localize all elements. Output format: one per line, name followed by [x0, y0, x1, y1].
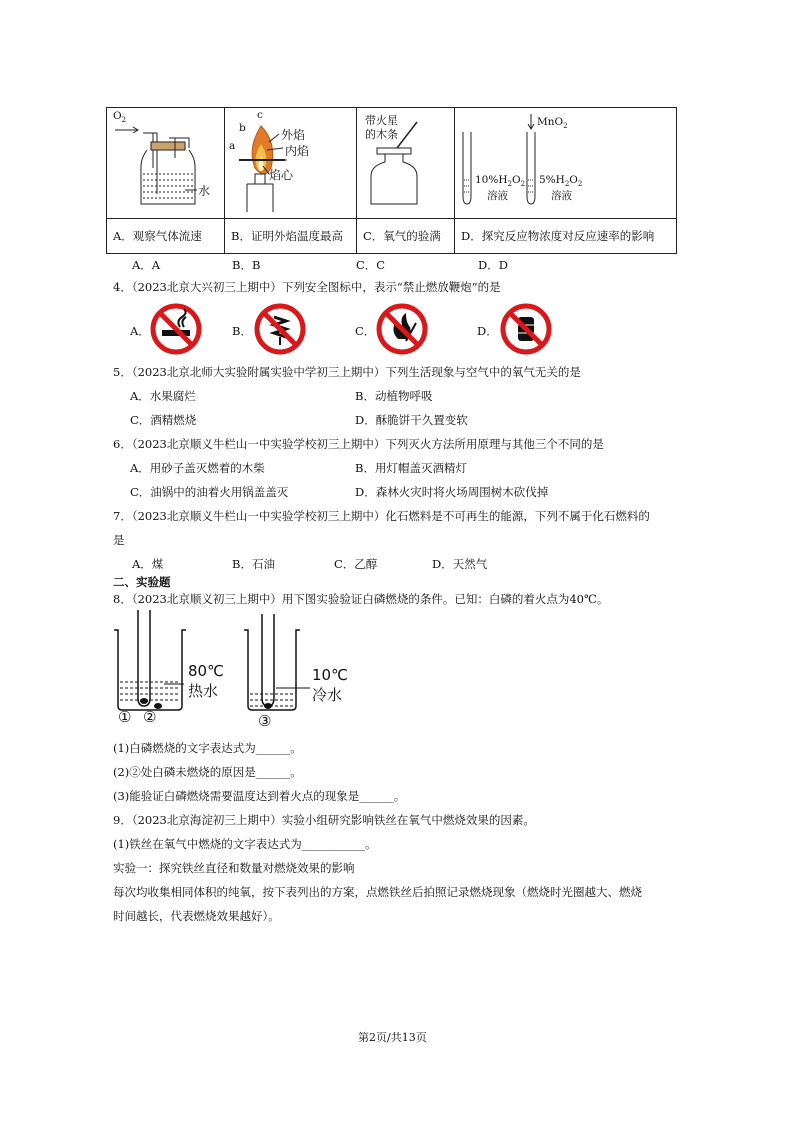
- no-open-flame-icon: [376, 303, 428, 355]
- q5-option-d: D．酥脆饼干久置变软: [355, 413, 468, 427]
- no-flammable-storage-icon: [500, 303, 552, 355]
- q3-option-a: A．A: [132, 258, 161, 272]
- hot-water-label: 热水: [188, 682, 219, 700]
- q6-option-b: B．用灯帽盖灭酒精灯: [355, 461, 467, 475]
- q8-stem: 8．（2023北京顺义初三上期中）用下图实验验证白磷燃烧的条件。已知：白磷的着火点为40℃。: [113, 592, 609, 606]
- marker-2: ②: [143, 708, 157, 726]
- q6-option-d: D．森林火灾时将火场周围树木砍伐掉: [355, 485, 549, 499]
- q9-desc-line1: 每次均收集相同体积的纯氧，按下表列出的方案，点燃铁丝后拍照记录燃烧现象（燃烧时光圈越大、燃烧: [113, 885, 642, 899]
- q6-option-a: A．用砂子盖灭燃着的木柴: [130, 461, 265, 475]
- q7-option-b: B．石油: [232, 557, 275, 571]
- q9-sub1: (1)铁丝在氧气中燃烧的文字表达式为___________。: [113, 837, 377, 851]
- page-footer: 第2页/共13页: [358, 1031, 427, 1044]
- q3-option-d: D．D: [478, 258, 508, 272]
- cell-a-caption: A．观察气体流速: [107, 219, 225, 254]
- q7-option-a: A．煤: [132, 557, 164, 571]
- label-b: b: [239, 122, 246, 134]
- q3-option-c: C．C: [356, 258, 386, 272]
- q6-option-c: C．油锅中的油着火用锅盖盖灭: [130, 485, 289, 499]
- q5-option-b: B．动植物呼吸: [355, 389, 433, 403]
- cell-c-caption: C．氧气的验满: [357, 219, 455, 254]
- q4-stem: 4．（2023北京大兴初三上期中）下列安全图标中，表示“禁止燃放鞭炮”的是: [113, 280, 501, 294]
- cell-d-figure: [455, 108, 677, 219]
- cell-b-caption: B．证明外焰温度最高: [225, 219, 357, 254]
- outer-flame-label: 外焰: [281, 128, 306, 142]
- no-smoking-icon: [150, 303, 202, 355]
- q5-option-a: A．水果腐烂: [130, 389, 196, 403]
- solution-label-2: 溶液: [551, 190, 572, 202]
- o2-label: $O_2$: [113, 110, 127, 125]
- marker-3: ③: [258, 712, 272, 730]
- q4-letter-c: C．: [355, 324, 376, 338]
- q9-stem: 9．（2023北京海淀初三上期中）实验小组研究影响铁丝在氧气中燃烧效果的因素。: [113, 813, 535, 827]
- solution-label-1: 溶液: [487, 190, 508, 202]
- section-heading: 二、实验题: [113, 575, 171, 589]
- temp-80-label: 80℃: [188, 662, 224, 680]
- q7-stem-line1: 7．（2023北京顺义牛栏山一中实验学校初三上期中）化石燃料是不可再生的能源，下列不属于化石燃料的: [113, 509, 650, 523]
- q4-letter-b: B．: [232, 324, 252, 338]
- inner-flame-label: 内焰: [285, 144, 310, 158]
- h2o2-5-label: $5\%H_2O_2$: [539, 174, 583, 189]
- label-c: c: [257, 109, 263, 121]
- q8-sub1: (1)白磷燃烧的文字表达式为______。: [113, 741, 302, 755]
- gas-jar-diagram: [357, 108, 455, 218]
- q9-desc-line2: 时间越长，代表燃烧效果越好）。: [113, 909, 280, 923]
- q4-letter-d: D．: [477, 324, 498, 338]
- splint-label-2: 的木条: [365, 128, 398, 141]
- cell-a-figure: [107, 108, 225, 219]
- gas-bottle-diagram: [107, 108, 225, 218]
- q8-sub2: (2)②处白磷未燃烧的原因是______。: [113, 765, 302, 779]
- cell-b-figure: [225, 108, 357, 219]
- q9-exp1-title: 实验一：探究铁丝直径和数量对燃烧效果的影响: [113, 861, 355, 875]
- temp-10-label: 10℃: [312, 666, 348, 684]
- cell-d-caption: D．探究反应物浓度对反应速率的影响: [455, 219, 677, 254]
- marker-1: ①: [118, 708, 132, 726]
- q8-sub3: (3)能验证白磷燃烧需要温度达到着火点的现象是______。: [113, 789, 406, 803]
- mno2-label: MnO$_2$: [537, 116, 568, 131]
- q5-option-c: C．酒精燃烧: [130, 413, 197, 427]
- label-a: a: [229, 140, 236, 152]
- q7-stem-line2: 是: [113, 533, 125, 547]
- q4-letter-a: A．: [130, 324, 150, 338]
- q6-stem: 6．（2023北京顺义牛栏山一中实验学校初三上期中）下列灭火方法所用原理与其他三个不同的是: [113, 437, 604, 451]
- splint-label-1: 带火星: [365, 114, 398, 127]
- h2o2-10-label: $10\%H_2O_2$: [475, 174, 526, 189]
- q5-stem: 5．（2023北京北师大实验附属实验中学初三上期中）下列生活现象与空气中的氧气无关的是: [113, 365, 581, 379]
- cold-water-label: 冷水: [312, 686, 343, 704]
- q7-option-d: D．天然气: [432, 557, 488, 571]
- q3-option-b: B．B: [232, 258, 261, 272]
- no-fireworks-icon: [254, 303, 306, 355]
- water-label: 水: [198, 184, 211, 198]
- flame-core-label: 焰心: [269, 168, 294, 182]
- cell-c-figure: [357, 108, 455, 219]
- q7-option-c: C．乙醇: [334, 557, 378, 571]
- experiment-table: [106, 107, 677, 254]
